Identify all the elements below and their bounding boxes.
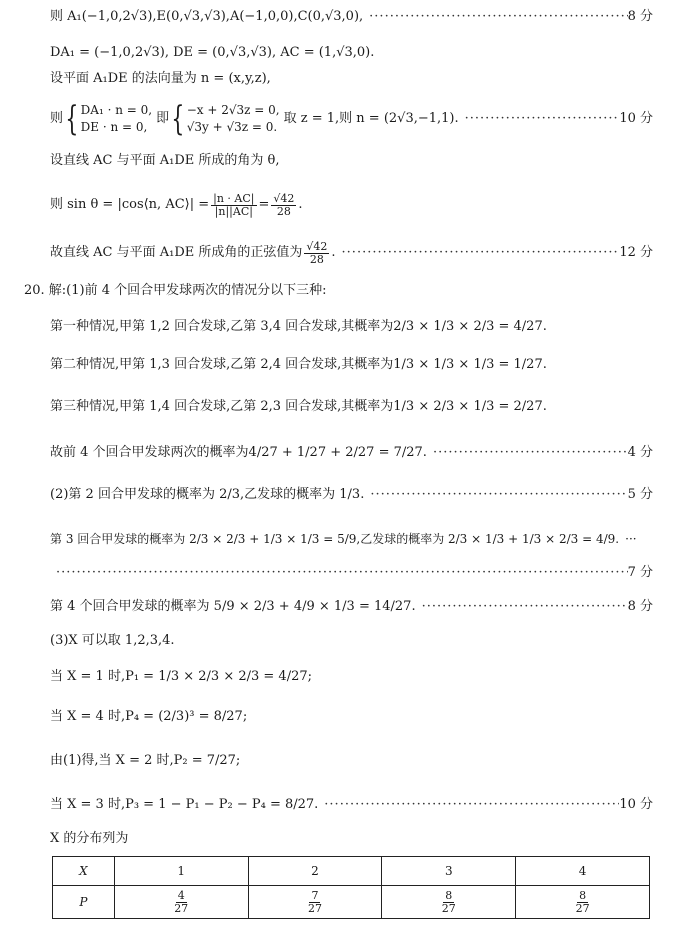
line-round-4: 第 4 个回合甲发球的概率为 5/9 × 2/3 + 4/9 × 1/3 = 14/27. ····· 8 分 — [50, 598, 653, 616]
line-round-3-score — [50, 564, 653, 582]
line-p3: 当 X = 3 时,P₃ = 1 − P₁ − P₂ − P₄ = 8/27. ····· 10 分 — [50, 796, 653, 814]
line-sine-formula: 则 sin θ = |cos⟨n, AC⟩| = $\frac{|n \cdot AC|}{|n||AC|}$ = $\frac{√42}{28}$ . — [50, 191, 303, 218]
problem-20-heading: 20. 解:(1)前 4 个回合甲发球两次的情况分以下三种: — [24, 283, 327, 298]
score-mark: 10 分 — [619, 797, 653, 812]
line-part3-intro: (3)X 可以取 1,2,3,4. — [50, 633, 175, 648]
line-case-3: 第三种情况,甲第 1,4 回合发球,乙第 2,3 回合发球,其概率为 1/3 × 2/3 × 1/3 = 2/27. — [50, 399, 547, 414]
score-mark: 7 分 — [627, 565, 653, 580]
line-part1-result: 故前 4 个回合甲发球两次的概率为 4/27 + 1/27 + 2/27 = 7/27. ····· 4 分 — [50, 444, 653, 462]
table-row: P $\frac{4}{27}$ $\frac{7}{27}$ $\frac{8}{27}$ $\frac{8}{27}$ — [53, 886, 650, 919]
score-mark: 10 分 — [619, 111, 653, 126]
line-vectors: DA₁ = (−1,0,2√3), DE = (0,√3,√3), AC = (1,√3,0). — [50, 45, 375, 60]
line-round-2: (2)第 2 回合甲发球的概率为 2/3,乙发球的概率为 1/3. ····· 5 分 — [50, 486, 653, 504]
distribution-table — [52, 856, 650, 919]
score-mark: 8 分 — [627, 599, 653, 614]
line-p2: 由(1)得,当 X = 2 时,P₂ = 7/27; — [50, 753, 241, 768]
line-distribution-label: X 的分布列为 — [50, 831, 129, 846]
line-equation-system: 则 { DA₁ · n = 0, DE · n = 0, 即 { −x + 2√3z = 0, √3y + √3z = 0. 取 z = 1,则 n = (2√3,−1,1). ····· 10 分 — [50, 98, 653, 140]
system-vectors: DA₁ · n = 0, DE · n = 0, — [80, 103, 153, 134]
line-coordinates: 则 A₁(−1,0,2√3),E(0,√3,√3),A(−1,0,0),C(0,√3,0), ····· 8 分 — [50, 8, 653, 26]
line-round-3: 第 3 回合甲发球的概率为 2/3 × 2/3 + 1/3 × 1/3 = 5/9,乙发球的概率为 2/3 × 1/3 + 1/3 × 2/3 = 4/9. ··· — [50, 532, 637, 546]
line-p1: 当 X = 1 时,P₁ = 1/3 × 2/3 × 2/3 = 4/27; — [50, 669, 313, 684]
line-p4: 当 X = 4 时,P₄ = (2/3)³ = 8/27; — [50, 709, 248, 724]
line-normal-vector: 设平面 A₁DE 的法向量为 n = (x,y,z), — [50, 71, 271, 86]
line-angle-def: 设直线 AC 与平面 A₁DE 所成的角为 θ, — [50, 153, 280, 168]
line-sine-conclusion: 故直线 AC 与平面 A₁DE 所成角的正弦值为 $\frac{√42}{28}$ . ····· 12 分 — [50, 236, 653, 270]
table-row: X 1 2 3 4 — [53, 857, 650, 886]
score-mark: 4 分 — [627, 445, 653, 460]
line-case-1: 第一种情况,甲第 1,2 回合发球,乙第 3,4 回合发球,其概率为 2/3 × 1/3 × 2/3 = 4/27. — [50, 319, 547, 334]
score-mark: 12 分 — [619, 245, 653, 260]
score-mark: 8 分 — [627, 9, 653, 24]
line-case-2: 第二种情况,甲第 1,3 回合发球,乙第 2,4 回合发球,其概率为 1/3 × 1/3 × 1/3 = 1/27. — [50, 357, 547, 372]
system-equations: −x + 2√3z = 0, √3y + √3z = 0. — [186, 103, 280, 134]
score-mark: 5 分 — [627, 487, 653, 502]
